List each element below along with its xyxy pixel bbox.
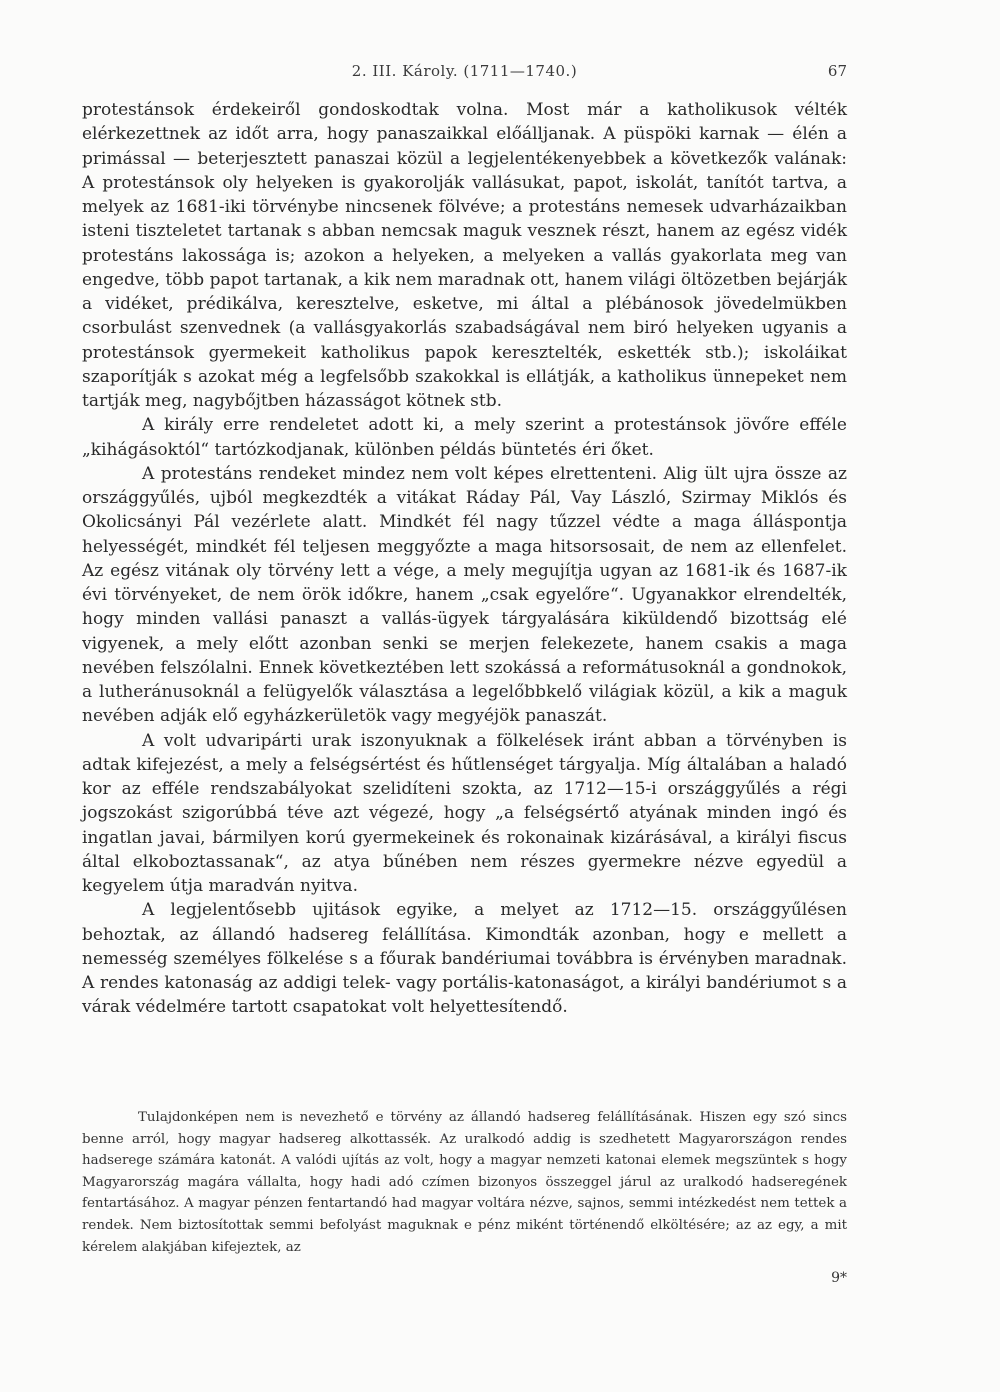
page-number: 67 — [827, 62, 847, 80]
running-head: 2. III. Károly. (1711—1740.) — [351, 62, 578, 80]
footnote-text: Tulajdonképen nem is nevezhető e törvény az állandó hadsereg felállításának. Hiszen egy szó sincs benne arról, hogy magyar hadsereg alkottassék. Az uralkodó addig is szedhetett Magyarországon rendes hadserege számára katonát. A valódi ujítás az volt, hogy a magyar nemzeti katonai elemek megszüntek s hogy Magyarország magára vállalta, hogy hadi adó czímen bizonyos összeggel járul az uralkodó hadseregének fentartásához. A magyar pénzen fentartandó had magyar voltára nézve, sajnos, semmi intézkedést nem tettek a rendek. Nem biztosítottak semmi befolyást maguknak e pénz miként történendő elköltésére; az az egy, a mit kérelem alakjában kifejeztek, az — [82, 1110, 847, 1255]
paragraph-3: A protestáns rendeket mindez nem volt képes elrettenteni. Alig ült ujra össze az országgyűlés, ujból megkezdték a vitákat Ráday Pál, Vay László, Szirmay Miklós és Okolicsányi Pál vezérlete alatt. Mindkét fél nagy tűzzel védte a maga álláspontja helyességét, mindkét fél teljesen meggyőzte a maga hitsorsosait, de nem az ellenfelet. Az egész vitának oly törvény lett a vége, a mely megujítja ugyan az 1681-ik és 1687-ik évi törvényeket, de nem örök időkre, hanem „csak egyelőre“. Ugyanakkor elrendelték, hogy minden vallási panaszt a vallás-ügyek tárgyalására kiküldendő bizottság elé vigyenek, a mely előtt azonban senki se merjen felekezete, hanem csakis a maga nevében felszólalni. Ennek következtében lett szokássá a reformátusoknál a gondnokok, a lutheránusoknál a felügyelők választása a legelőbbkelő világiak közül, a kik a maguk nevében adják elő egyházkerületök vagy megyéjök panaszát. — [82, 463, 847, 727]
paragraph-5: A legjelentősebb ujitások egyike, a melyet az 1712—15. országgyűlésen behoztak, az állandó hadsereg felállítása. Kimondták azonban, hogy e mellett a nemesség személyes fölkelése s a főurak bandériumai továbbra is érvényben maradnak. A rendes katonaság az addigi telek- vagy portális-katonaságot, a királyi bandériumot s a várak védelmére tartott csapatokat volt helyettesítendő. — [82, 900, 847, 1018]
paragraph-2: A király erre rendeletet adott ki, a mely szerint a protestánsok jövőre efféle „kihágásoktól“ tartózkodjanak, különben példás büntetés éri őket. — [82, 415, 847, 460]
signature-mark: 9* — [831, 1270, 847, 1286]
main-text — [82, 98, 847, 1020]
paragraph-4: A volt udvaripárti urak iszonyuknak a fölkelések iránt abban a törvényben is adtak kifejezést, a mely a felségsértést és hűtlenséget tárgyalja. Míg általában a haladó kor az efféle rendszabályokat szelidíteni szokta, az 1712—15-i országgyűlés a régi jogszokást szigorúbbá téve azt végezé, hogy „a felségsértő atyának minden ingó és ingatlan javai, bármilyen korú gyermekeinek és rokonainak kizárásával, a királyi fiscus által elkoboztassanak“, az atya bűnében nem részes gyermekre nézve egyedül a kegyelem útja maradván nyitva. — [82, 730, 847, 896]
footnote — [82, 1107, 847, 1258]
page-header — [82, 62, 847, 86]
paragraph-1: protestánsok érdekeiről gondoskodtak volna. Most már a katholikusok vélték elérkezettnek az időt arra, hogy panaszaikkal előálljanak. A püspöki karnak — élén a primással — beterjesztett panaszai közül a legjelentékenyebbek a következők valának: A protestánsok oly helyeken is gyakorolják vallásukat, papot, iskolát, tanítót tartva, a melyek az 1681-iki törvénybe nincsenek fölvéve; a protestáns nemesek udvarházaikban isteni tiszteletet tartanak s abban nemcsak maguk vesznek részt, hanem az egész vidék protestáns lakossága is; azokon a helyeken, a melyeken a vallás gyakorlata meg van engedve, több papot tartanak, a kik nem maradnak ott, hanem világi öltözetben bejárják a vidéket, prédikálva, keresztelve, esketve, mi által a plébánosok jövedelmükben csorbulást szenvednek (a vallásgyakorlás szabadságával nem biró helyeken ugyanis a protestánsok gyermekeit katholikus papok keresztelték, eskették stb.); iskoláikat szaporítják s azokat még a legfelsőbb szakokkal is ellátják, a katholikus ünnepeket nem tartják meg, nagybőjtben házasságot kötnek stb. — [82, 100, 847, 411]
